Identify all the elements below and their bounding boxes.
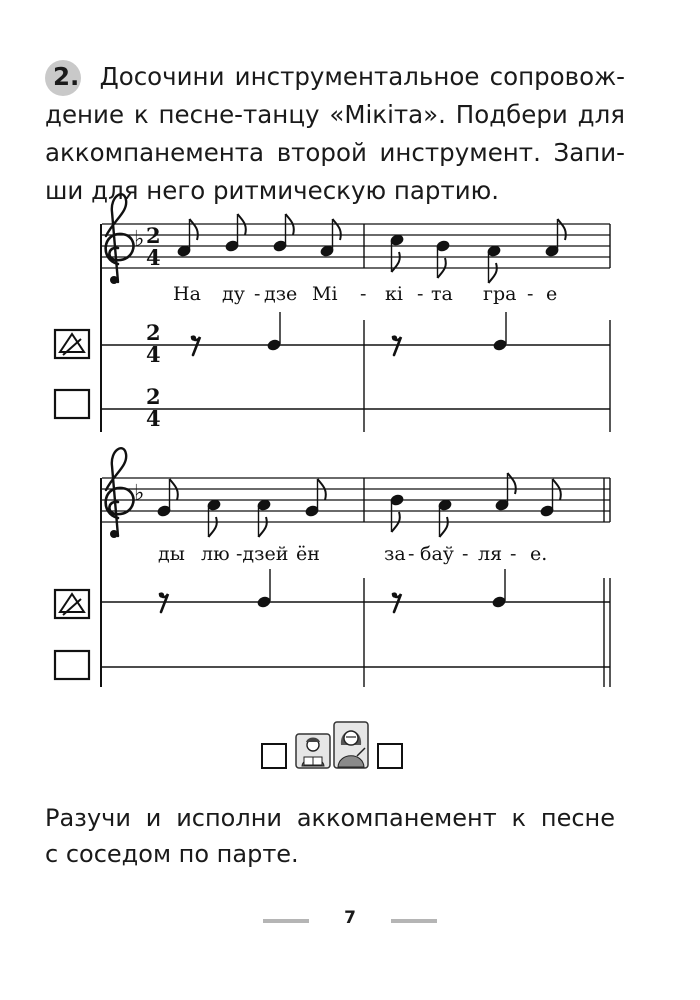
- svg-text:ду: ду: [222, 283, 245, 305]
- melody-staff-1: [102, 224, 610, 268]
- time-signature-top: 2: [146, 223, 161, 248]
- svg-text:дзе: дзе: [264, 283, 298, 305]
- svg-text:е: е: [546, 283, 558, 305]
- task-line-4: ши для него ритмическую партию.: [45, 176, 500, 205]
- svg-text:кі: кі: [385, 283, 403, 305]
- page-footer: [0, 908, 700, 932]
- melody-notes-m3: [157, 479, 326, 537]
- lyrics-1: [173, 283, 557, 305]
- empty-checkbox[interactable]: [378, 744, 402, 768]
- pictograms: [262, 722, 402, 768]
- empty-checkbox[interactable]: [262, 744, 286, 768]
- instruction-line-1: Разучи и исполни аккомпанемент к песне: [45, 804, 615, 832]
- melody-staff-2: [102, 478, 610, 522]
- svg-text:-: -: [527, 283, 534, 305]
- treble-clef-icon: [106, 194, 134, 284]
- woman-teacher-icon: [334, 722, 368, 768]
- melody-notes-m1: [177, 214, 341, 257]
- task-line-2: дение к песне-танцу «Мікіта». Подбери для: [45, 100, 625, 129]
- svg-text:ды: ды: [158, 543, 185, 565]
- footer-rule-left: [263, 919, 309, 923]
- flat-sign: ♭: [134, 227, 145, 252]
- treble-clef-icon: [106, 448, 134, 538]
- task-number: 2.: [45, 58, 85, 96]
- footer-rule-right: [391, 919, 437, 923]
- svg-text:-: -: [360, 283, 367, 305]
- empty-instrument-box: [55, 390, 89, 418]
- page-number: 7: [344, 908, 356, 928]
- system-2: [55, 448, 610, 687]
- task-line-1: 2. Досочини инструментальное сопровож-: [45, 58, 625, 96]
- melody-notes-m2: [390, 219, 566, 283]
- flat-sign: ♭: [134, 481, 145, 506]
- svg-text:баў: баў: [420, 543, 454, 565]
- empty-instrument-box: [55, 651, 89, 679]
- triangle-instrument-icon: [55, 590, 89, 618]
- triangle-instrument-icon: [55, 330, 89, 358]
- time-signature-bottom: 4: [146, 245, 161, 270]
- svg-text:Мі: Мі: [312, 283, 338, 305]
- svg-text:ён: ён: [296, 543, 320, 565]
- svg-text:На: На: [173, 283, 201, 305]
- svg-text:ля: ля: [478, 543, 503, 565]
- svg-text:е.: е.: [530, 543, 548, 565]
- svg-text:-: -: [408, 543, 415, 565]
- svg-text:гра: гра: [483, 283, 517, 305]
- system-1: [55, 194, 610, 432]
- instruction-text: [45, 800, 615, 872]
- svg-text:-дзей: -дзей: [236, 543, 289, 565]
- boy-reading-icon: [296, 734, 330, 768]
- task-line-3: аккомпанемента второй инструмент. Запи-: [45, 138, 625, 167]
- svg-text:лю: лю: [201, 543, 230, 565]
- svg-text:4: 4: [146, 342, 161, 367]
- svg-text:4: 4: [146, 406, 161, 431]
- svg-text:-: -: [254, 283, 261, 305]
- svg-text:-: -: [510, 543, 517, 565]
- svg-text:за: за: [384, 543, 406, 565]
- lyrics-2: [158, 543, 547, 565]
- svg-text:-: -: [417, 283, 424, 305]
- melody-notes-m4: [390, 473, 561, 537]
- instruction-line-2: с соседом по парте.: [45, 840, 299, 868]
- svg-text:та: та: [431, 283, 453, 305]
- svg-text:2: 2: [146, 320, 161, 345]
- svg-text:-: -: [462, 543, 469, 565]
- svg-text:2: 2: [146, 384, 161, 409]
